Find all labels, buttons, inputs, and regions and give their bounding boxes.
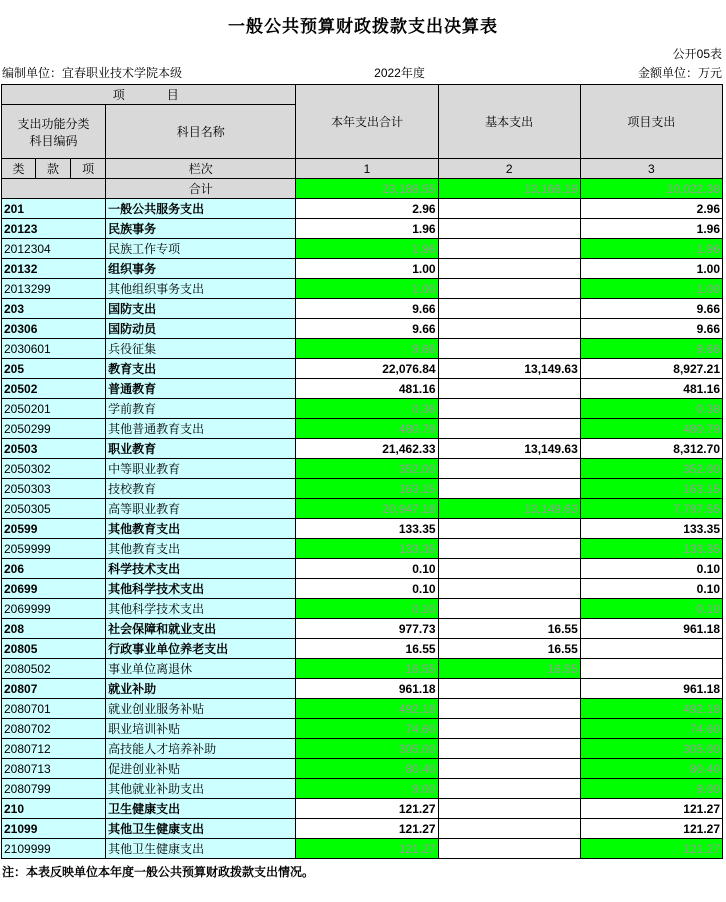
- row-value-1: 961.18: [296, 679, 438, 699]
- row-value-2: [438, 479, 580, 499]
- row-code: 206: [2, 559, 106, 579]
- row-value-2: [438, 719, 580, 739]
- table-header: [2, 85, 723, 179]
- row-value-2: [438, 819, 580, 839]
- row-code: 2013299: [2, 279, 106, 299]
- row-value-1: 9.66: [296, 299, 438, 319]
- table-row: [2, 779, 723, 799]
- header-sub-lei: 类: [2, 159, 36, 179]
- amount-unit: 金额单位：万元: [637, 66, 722, 80]
- row-value-3: 492.18: [580, 699, 722, 719]
- row-code: 20807: [2, 679, 106, 699]
- row-code: 2069999: [2, 599, 106, 619]
- table-row: [2, 819, 723, 839]
- row-value-1: 1.96: [296, 219, 438, 239]
- table-row: [2, 659, 723, 679]
- row-value-3: 7,797.55: [580, 499, 722, 519]
- row-code: 2080712: [2, 739, 106, 759]
- row-subject-name: 科学技术支出: [106, 559, 296, 579]
- row-value-2: [438, 339, 580, 359]
- table-body: [2, 179, 723, 859]
- row-code: 2080502: [2, 659, 106, 679]
- row-value-2: [438, 199, 580, 219]
- row-code: 2080799: [2, 779, 106, 799]
- meta-row: [0, 64, 726, 84]
- row-subject-name: 职业教育: [106, 439, 296, 459]
- row-value-3: [580, 639, 722, 659]
- row-code: 2080713: [2, 759, 106, 779]
- row-value-1: 481.16: [296, 379, 438, 399]
- row-value-1: 0.38: [296, 399, 438, 419]
- table-row: [2, 739, 723, 759]
- row-value-1: 9.00: [296, 779, 438, 799]
- header-lanci-1: 1: [296, 159, 438, 179]
- header-col-total: 本年支出合计: [296, 85, 438, 159]
- row-value-1: 9.66: [296, 319, 438, 339]
- row-subject-name: 其他科学技术支出: [106, 599, 296, 619]
- table-row: [2, 259, 723, 279]
- row-subject-name: 行政事业单位养老支出: [106, 639, 296, 659]
- row-subject-name: 卫生健康支出: [106, 799, 296, 819]
- row-code: 20123: [2, 219, 106, 239]
- row-value-2: [438, 399, 580, 419]
- row-subject-name: 其他普通教育支出: [106, 419, 296, 439]
- row-value-1: 1.00: [296, 259, 438, 279]
- row-subject-name: 其他教育支出: [106, 539, 296, 559]
- row-value-2: 16.55: [438, 639, 580, 659]
- row-value-2: [438, 219, 580, 239]
- row-subject-name: 其他卫生健康支出: [106, 839, 296, 859]
- row-code: 2109999: [2, 839, 106, 859]
- header-item-group: 项 目: [2, 85, 296, 105]
- row-value-2: [438, 519, 580, 539]
- row-value-3: 121.27: [580, 819, 722, 839]
- row-code: 20132: [2, 259, 106, 279]
- row-value-3: [580, 659, 722, 679]
- total-code-cell: [2, 179, 106, 199]
- row-value-1: 0.10: [296, 559, 438, 579]
- row-value-3: 0.38: [580, 399, 722, 419]
- row-subject-name: 兵役征集: [106, 339, 296, 359]
- row-subject-name: 其他卫生健康支出: [106, 819, 296, 839]
- table-row: [2, 759, 723, 779]
- form-code: 公开05表: [672, 47, 722, 61]
- row-value-2: 13,149.63: [438, 439, 580, 459]
- row-subject-name: 国防支出: [106, 299, 296, 319]
- row-code: 2050201: [2, 399, 106, 419]
- row-code: 20599: [2, 519, 106, 539]
- total-value-1: 23,188.55: [296, 179, 438, 199]
- row-subject-name: 其他教育支出: [106, 519, 296, 539]
- row-code: 2080701: [2, 699, 106, 719]
- row-subject-name: 民族工作专项: [106, 239, 296, 259]
- table-row: [2, 699, 723, 719]
- header-lanci-2: 2: [438, 159, 580, 179]
- row-value-3: 9.66: [580, 299, 722, 319]
- row-value-2: [438, 759, 580, 779]
- row-value-1: 20,947.18: [296, 499, 438, 519]
- table-row: [2, 799, 723, 819]
- row-value-2: 16.55: [438, 659, 580, 679]
- row-value-2: [438, 579, 580, 599]
- table-row: [2, 719, 723, 739]
- table-row: [2, 219, 723, 239]
- header-code-group-line2: 科目编码: [29, 133, 78, 148]
- row-value-3: 481.16: [580, 379, 722, 399]
- table-row: [2, 639, 723, 659]
- row-code: 2030601: [2, 339, 106, 359]
- row-value-3: 9.66: [580, 319, 722, 339]
- row-subject-name: 其他就业补助支出: [106, 779, 296, 799]
- row-subject-name: 民族事务: [106, 219, 296, 239]
- row-code: 20503: [2, 439, 106, 459]
- row-value-3: 121.27: [580, 799, 722, 819]
- row-value-1: 74.60: [296, 719, 438, 739]
- row-value-3: 1.96: [580, 219, 722, 239]
- row-subject-name: 社会保障和就业支出: [106, 619, 296, 639]
- total-value-3: 10,022.38: [580, 179, 722, 199]
- row-value-3: 1.00: [580, 279, 722, 299]
- row-code: 2050302: [2, 459, 106, 479]
- row-subject-name: 就业补助: [106, 679, 296, 699]
- row-code: 20502: [2, 379, 106, 399]
- table-row: [2, 379, 723, 399]
- row-value-2: 13,149.63: [438, 499, 580, 519]
- table-row: [2, 319, 723, 339]
- row-value-3: 1.96: [580, 239, 722, 259]
- row-value-1: 16.55: [296, 639, 438, 659]
- row-value-3: 961.18: [580, 619, 722, 639]
- row-code: 2050303: [2, 479, 106, 499]
- row-code: 20699: [2, 579, 106, 599]
- row-value-2: [438, 799, 580, 819]
- row-subject-name: 技校教育: [106, 479, 296, 499]
- row-value-2: [438, 739, 580, 759]
- row-value-2: 16.55: [438, 619, 580, 639]
- row-subject-name: 其他组织事务支出: [106, 279, 296, 299]
- header-subject-name: 科目名称: [106, 105, 296, 159]
- header-row-item: [2, 85, 723, 105]
- row-value-3: 0.10: [580, 559, 722, 579]
- table-row: [2, 279, 723, 299]
- row-value-1: 121.27: [296, 819, 438, 839]
- table-row: [2, 199, 723, 219]
- row-subject-name: 普通教育: [106, 379, 296, 399]
- row-value-2: [438, 839, 580, 859]
- row-value-3: 133.35: [580, 519, 722, 539]
- row-value-1: 352.00: [296, 459, 438, 479]
- row-subject-name: 国防动员: [106, 319, 296, 339]
- row-code: 201: [2, 199, 106, 219]
- row-code: 203: [2, 299, 106, 319]
- table-row-total: [2, 179, 723, 199]
- row-value-3: 121.27: [580, 839, 722, 859]
- row-subject-name: 促进创业补贴: [106, 759, 296, 779]
- row-value-1: 80.40: [296, 759, 438, 779]
- row-value-2: [438, 679, 580, 699]
- row-value-3: 305.00: [580, 739, 722, 759]
- row-code: 21099: [2, 819, 106, 839]
- row-code: 210: [2, 799, 106, 819]
- row-value-2: [438, 299, 580, 319]
- header-sub-kuan: 款: [36, 159, 71, 179]
- row-value-3: 8,927.21: [580, 359, 722, 379]
- row-value-1: 121.27: [296, 799, 438, 819]
- header-code-group: [2, 105, 106, 159]
- row-value-1: 16.55: [296, 659, 438, 679]
- row-value-1: 0.10: [296, 579, 438, 599]
- total-label: 合计: [106, 179, 296, 199]
- row-value-3: 961.18: [580, 679, 722, 699]
- row-value-3: 2.96: [580, 199, 722, 219]
- row-value-1: 21,462.33: [296, 439, 438, 459]
- row-value-3: 9.00: [580, 779, 722, 799]
- row-value-3: 480.79: [580, 419, 722, 439]
- row-value-2: [438, 599, 580, 619]
- table-row: [2, 299, 723, 319]
- row-value-3: 352.00: [580, 459, 722, 479]
- row-value-1: 121.27: [296, 839, 438, 859]
- row-value-3: 74.60: [580, 719, 722, 739]
- row-value-2: [438, 279, 580, 299]
- table-row: [2, 679, 723, 699]
- row-value-1: 1.96: [296, 239, 438, 259]
- row-subject-name: 组织事务: [106, 259, 296, 279]
- header-lanci-label: 栏次: [106, 159, 296, 179]
- row-code: 20306: [2, 319, 106, 339]
- row-value-3: 163.15: [580, 479, 722, 499]
- row-value-3: 9.66: [580, 339, 722, 359]
- row-value-3: 1.00: [580, 259, 722, 279]
- row-value-1: 977.73: [296, 619, 438, 639]
- row-subject-name: 事业单位离退休: [106, 659, 296, 679]
- table-row: [2, 399, 723, 419]
- row-value-3: 0.10: [580, 579, 722, 599]
- row-code: 205: [2, 359, 106, 379]
- row-value-2: [438, 779, 580, 799]
- row-value-3: 8,312.70: [580, 439, 722, 459]
- row-value-1: 480.79: [296, 419, 438, 439]
- row-subject-name: 中等职业教育: [106, 459, 296, 479]
- table-row: [2, 479, 723, 499]
- row-value-1: 163.15: [296, 479, 438, 499]
- table-row: [2, 439, 723, 459]
- row-value-2: [438, 379, 580, 399]
- row-value-1: 133.35: [296, 539, 438, 559]
- fiscal-year: 2022年度: [374, 66, 425, 80]
- row-subject-name: 一般公共服务支出: [106, 199, 296, 219]
- row-value-2: 13,149.63: [438, 359, 580, 379]
- table-row: [2, 339, 723, 359]
- table-row: [2, 459, 723, 479]
- row-value-2: [438, 239, 580, 259]
- table-row: [2, 419, 723, 439]
- row-code: 2059999: [2, 539, 106, 559]
- row-code: 2050305: [2, 499, 106, 519]
- budget-table: [1, 84, 723, 859]
- table-row: [2, 359, 723, 379]
- table-row: [2, 539, 723, 559]
- row-code: 2080702: [2, 719, 106, 739]
- row-value-2: [438, 699, 580, 719]
- row-code: 20805: [2, 639, 106, 659]
- row-value-3: 0.10: [580, 599, 722, 619]
- row-subject-name: 高技能人才培养补助: [106, 739, 296, 759]
- row-subject-name: 就业创业服务补贴: [106, 699, 296, 719]
- table-note: 注：本表反映单位本年度一般公共预算财政拨款支出情况。: [2, 865, 315, 879]
- table-row: [2, 499, 723, 519]
- row-subject-name: 学前教育: [106, 399, 296, 419]
- row-subject-name: 其他科学技术支出: [106, 579, 296, 599]
- row-value-2: [438, 419, 580, 439]
- row-subject-name: 高等职业教育: [106, 499, 296, 519]
- row-value-1: 133.35: [296, 519, 438, 539]
- row-code: 2012304: [2, 239, 106, 259]
- row-value-2: [438, 539, 580, 559]
- row-subject-name: 职业培训补贴: [106, 719, 296, 739]
- row-value-1: 2.96: [296, 199, 438, 219]
- header-row-subcols: [2, 159, 723, 179]
- table-row: [2, 579, 723, 599]
- table-row: [2, 559, 723, 579]
- table-row: [2, 239, 723, 259]
- total-value-2: 13,166.18: [438, 179, 580, 199]
- row-subject-name: 教育支出: [106, 359, 296, 379]
- header-code-group-line1: 支出功能分类: [17, 116, 90, 131]
- row-code: 2050299: [2, 419, 106, 439]
- table-row: [2, 619, 723, 639]
- row-code: 208: [2, 619, 106, 639]
- row-value-3: 80.40: [580, 759, 722, 779]
- table-row: [2, 839, 723, 859]
- row-value-1: 1.00: [296, 279, 438, 299]
- row-value-2: [438, 259, 580, 279]
- row-value-1: 22,076.84: [296, 359, 438, 379]
- row-value-1: 305.00: [296, 739, 438, 759]
- table-row: [2, 519, 723, 539]
- header-sub-xiang: 项: [71, 159, 106, 179]
- row-value-3: 133.35: [580, 539, 722, 559]
- page-title: 一般公共预算财政拨款支出决算表: [228, 17, 498, 36]
- row-value-2: [438, 559, 580, 579]
- compiler-unit: 编制单位：宜春职业技术学院本级: [2, 66, 183, 80]
- row-value-2: [438, 459, 580, 479]
- header-lanci-3: 3: [580, 159, 722, 179]
- row-value-1: 9.66: [296, 339, 438, 359]
- table-row: [2, 599, 723, 619]
- row-value-1: 492.18: [296, 699, 438, 719]
- header-col-project: 项目支出: [580, 85, 722, 159]
- header-col-basic: 基本支出: [438, 85, 580, 159]
- row-value-2: [438, 319, 580, 339]
- row-value-1: 0.10: [296, 599, 438, 619]
